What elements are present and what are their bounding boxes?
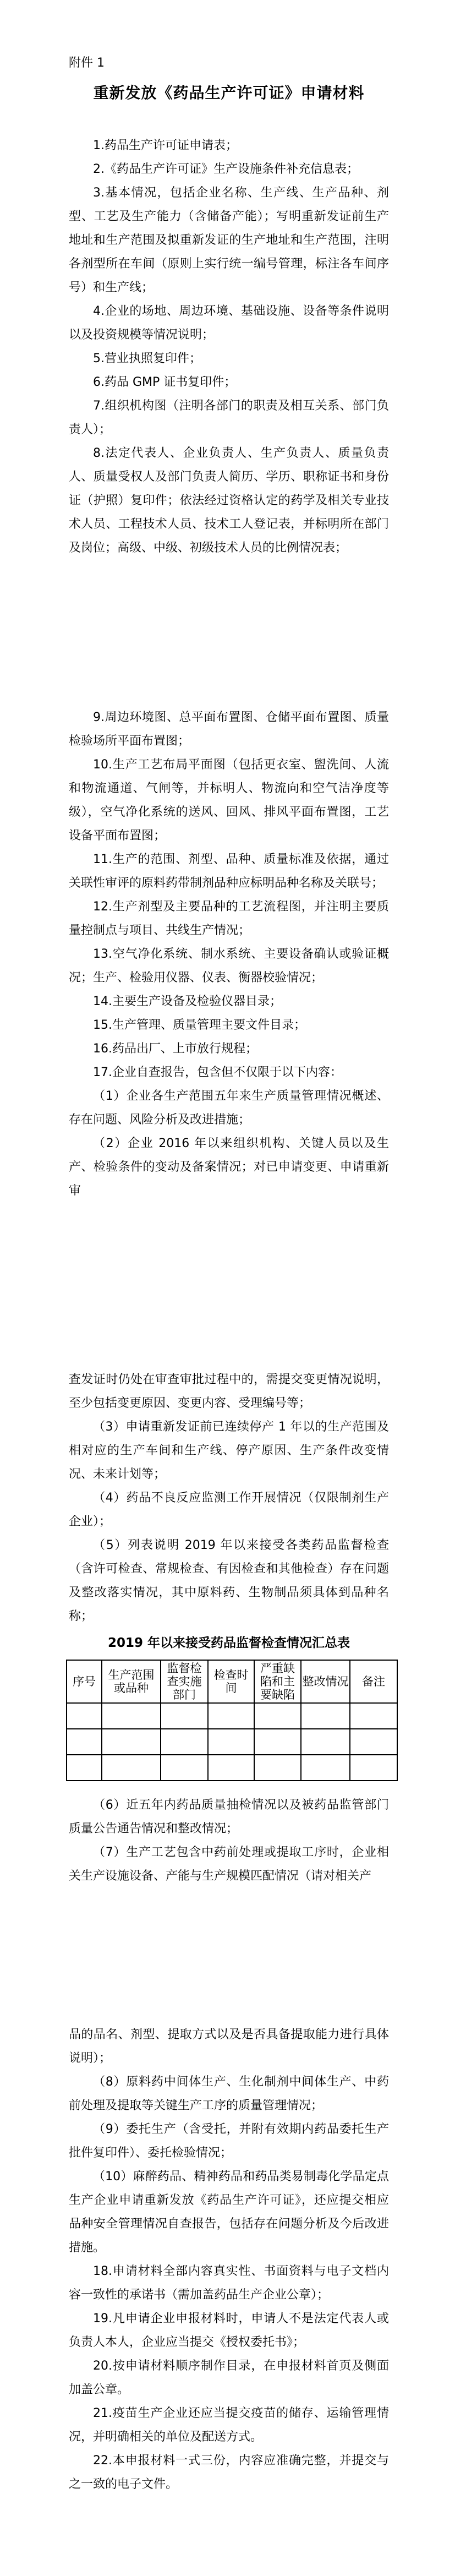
table-cell — [254, 1755, 301, 1781]
paragraph-item-1: 1.药品生产许可证申请表； — [93, 139, 238, 152]
paragraph-item-13: 13.空气净化系统、制水系统、主要设备确认或验证概况；生产、检验用仪器、仪表、衡器校验情况； — [69, 947, 389, 985]
paragraph-item-2: 2.《药品生产许可证》生产设施条件补充信息表； — [93, 162, 359, 176]
table-cell — [161, 1729, 208, 1755]
table-cell — [301, 1755, 350, 1781]
table-header-remarks: 备注 — [350, 1660, 397, 1703]
paragraph-item-17: 17.企业自查报告，包含但不仅限于以下内容： — [93, 1066, 342, 1079]
table-header-scope: 生产范围或品种 — [102, 1660, 161, 1703]
paragraph-item-21: 21.疫苗生产企业还应当提交疫苗的储存、运输管理情况，并明确相关的单位及配送方式。 — [69, 2406, 389, 2444]
table-header-row — [67, 1660, 397, 1703]
paragraph-item-6: 6.药品 GMP 证书复印件； — [93, 375, 237, 389]
paragraph-item-15: 15.生产管理、质量管理主要文件目录； — [93, 1018, 306, 1032]
paragraph-item-7: 7.组织机构图（注明各部门的职责及相互关系、部门负责人）； — [69, 399, 389, 436]
paragraph-subitem-4: （4）药品不良反应监测工作开展情况（仅限制剂生产企业）； — [69, 1491, 389, 1529]
paragraph-item-16: 16.药品出厂、上市放行规程； — [93, 1042, 257, 1056]
paragraph-item-19: 19.凡申请企业申报材料时，申请人不是法定代表人或负责人本人，企业应当提交《授权委托书》； — [69, 2312, 389, 2349]
table-cell — [67, 1703, 102, 1729]
paragraph-subitem-10: （10）麻醉药品、精神药品和药品类易制毒化学品定点生产企业申请重新发放《药品生产许可证》，还应提交相应品种安全管理情况自查报告，包括存在问题分析及今后改进措施。 — [69, 2170, 389, 2255]
paragraph-subitem-7-part1: （7）生产工艺包含中药前处理或提取工序时，企业相关生产设施设备、产能与生产规模匹配情况（请对相关产 — [69, 1846, 389, 1883]
table-cell — [102, 1703, 161, 1729]
table-cell — [350, 1755, 397, 1781]
table-cell — [161, 1703, 208, 1729]
paragraph-subitem-2-part2: 查发证时仍处在审查审批过程中的，需提交变更情况说明，至少包括变更原因、变更内容、受理编号等； — [69, 1373, 389, 1410]
inspection-table-title: 2019 年以来接受药品监督检查情况汇总表 — [107, 1636, 350, 1650]
paragraph-item-18: 18.申请材料全部内容真实性、书面资料与电子文档内容一致性的承诺书（需加盖药品生产企业公章）； — [69, 2264, 389, 2302]
paragraph-subitem-6: （6）近五年内药品质量抽检情况以及被药品监管部门质量公告通告情况和整改情况； — [69, 1798, 389, 1836]
page-break — [69, 560, 389, 706]
table-cell — [254, 1729, 301, 1755]
paragraph-subitem-8: （8）原料药中间体生产、生化制剂中间体生产、中药前处理及提取等关键生产工序的质量管理情况； — [69, 2075, 389, 2113]
paragraph-subitem-3: （3）申请重新发证前已连续停产 1 年以的生产范围及相对应的生产车间和生产线、停产原因、生产条件改变情况、未来计划等； — [69, 1420, 389, 1481]
inspection-summary-table — [66, 1660, 398, 1781]
paragraph-subitem-1: （1）企业各生产范围五年来生产质量管理情况概述、存在问题、风险分析及改进措施； — [69, 1089, 389, 1127]
paragraph-item-11: 11.生产的范围、剂型、品种、质量标准及依据，通过关联性审评的原料药带制剂品种应标明品种名称及关联号； — [69, 853, 389, 890]
paragraph-item-14: 14.主要生产设备及检验仪器目录； — [93, 995, 282, 1008]
paragraph-item-4: 4.企业的场地、周边环境、基础设施、设备等条件说明以及投资规模等情况说明； — [69, 304, 389, 342]
table-cell — [67, 1755, 102, 1781]
paragraph-item-20: 20.按申请材料顺序制作目录，在申报材料首页及侧面加盖公章。 — [69, 2359, 389, 2397]
table-header-seq: 序号 — [67, 1660, 102, 1703]
table-cell — [102, 1755, 161, 1781]
page-break — [69, 1888, 389, 2023]
table-cell — [161, 1755, 208, 1781]
paragraph-subitem-5: （5）列表说明 2019 年以来接受各类药品监督检查（含许可检查、常规检查、有因检查和其他检查）存在问题及整改落实情况，其中原料药、生物制品须具体到品种名称； — [69, 1538, 389, 1623]
table-cell — [301, 1703, 350, 1729]
table-cell — [350, 1729, 397, 1755]
paragraph-item-22: 22.本申报材料一式三份，内容应准确完整，并提交与之一致的电子文件。 — [69, 2454, 389, 2491]
paragraph-subitem-9: （9）委托生产（含受托，并附有效期内药品委托生产批件复印件）、委托检验情况； — [69, 2122, 389, 2160]
table-cell — [208, 1703, 254, 1729]
document-title: 重新发放《药品生产许可证》申请材料 — [93, 84, 365, 102]
table-row — [67, 1703, 397, 1729]
table-row — [67, 1729, 397, 1755]
table-header-rectification: 整改情况 — [301, 1660, 350, 1703]
table-cell — [208, 1755, 254, 1781]
paragraph-item-9: 9.周边环境图、总平面布置图、仓储平面布置图、质量检验场所平面布置图； — [69, 711, 389, 748]
table-cell — [208, 1729, 254, 1755]
table-header-time: 检查时间 — [208, 1660, 254, 1703]
table-header-dept: 监督检查实施部门 — [161, 1660, 208, 1703]
paragraph-item-5: 5.营业执照复印件； — [93, 352, 201, 365]
page-break — [69, 1203, 389, 1368]
attachment-label: 附件 1 — [69, 56, 105, 70]
paragraph-item-8: 8.法定代表人、企业负责人、生产负责人、质量负责人、质量受权人及部门负责人简历、学历、职称证书和身份证（护照）复印件；依法经过资格认定的药学及相关专业技术人员、工程技术人员、技术工人登记表，并标明所在部门及岗位；高级、中级、初级技术人员的比例情况表； — [69, 446, 389, 555]
table-header-defects: 严重缺陷和主要缺陷 — [254, 1660, 301, 1703]
paragraph-subitem-2-part1: （2）企业 2016 年以来组织机构、关键人员以及生产、检验条件的变动及备案情况；对已申请变更、申请重新审 — [69, 1137, 389, 1198]
table-cell — [67, 1729, 102, 1755]
paragraph-item-10: 10.生产工艺布局平面图（包括更衣室、盥洗间、人流和物流通道、气闸等，并标明人、物流向和空气洁净度等级），空气净化系统的送风、回风、排风平面布置图，工艺设备平面布置图； — [69, 758, 389, 843]
paragraph-subitem-7-part2: 品的品名、剂型、提取方式以及是否具备提取能力进行具体说明）； — [69, 2028, 389, 2065]
table-cell — [350, 1703, 397, 1729]
paragraph-item-12: 12.生产剂型及主要品种的工艺流程图，并注明主要质量控制点与项目、共线生产情况； — [69, 900, 389, 937]
table-cell — [301, 1729, 350, 1755]
table-cell — [102, 1729, 161, 1755]
table-cell — [254, 1703, 301, 1729]
table-row — [67, 1755, 397, 1781]
paragraph-item-3: 3.基本情况，包括企业名称、生产线、生产品种、剂型、工艺及生产能力（含储备产能）；写明重新发证前生产地址和生产范围及拟重新发证的生产地址和生产范围，注明各剂型所在车间（原则上实行统一编号管理，标注各车间序号）和生产线； — [69, 186, 389, 294]
